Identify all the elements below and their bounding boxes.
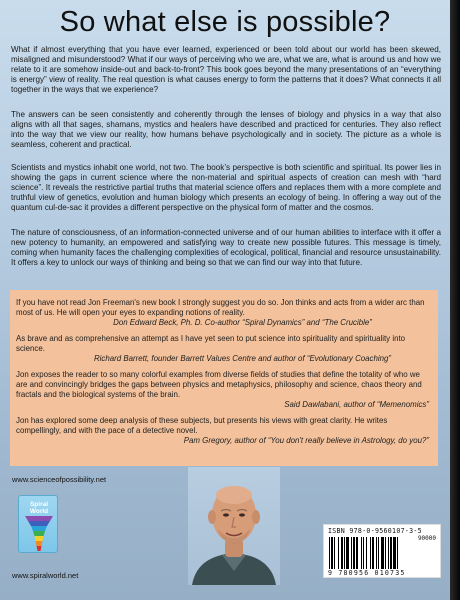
endorsement-attribution: Said Dawlabani, author of “Memenomics” — [284, 400, 429, 409]
barcode-bar — [366, 537, 367, 569]
barcode-digits: 9 780956 010735 — [328, 569, 406, 577]
spiral-funnel-icon — [19, 514, 58, 553]
author-photo — [188, 467, 280, 585]
body-paragraph: The answers can be seen consistently and coherently through the lenses of biology and physics in a way that also aligns with all that sages, shamans, mystics and healers have described and practiced for centuries. They also reflect into the way that we view our reality, how humans behave psychologically and in society. The picture as a whole is seamless, coherent and practical. — [11, 110, 441, 150]
barcode-bar — [381, 537, 384, 569]
cover-title: So what else is possible? — [59, 6, 391, 38]
endorsement-attribution: Richard Barrett, founder Barrett Values Centre and author of “Evolutionary Coaching” — [93, 354, 392, 363]
barcode-bar — [334, 537, 335, 569]
barcode-bar — [331, 537, 333, 569]
barcode-bar — [385, 537, 386, 569]
barcode-bar — [341, 537, 343, 569]
body-paragraph: What if almost everything that you have ever learned, experienced or been told about our world has been skewed, misaligned and misunderstood? What if our ways of perceiving who we are, what we are, what is around us and how we relate to it are somehow inside-out and back-to-front? This book goes beyond the many presentations of an “everything is energy” view of reality. The real question is what causes energy to form the patterns that it does? What connects it all together in the ways that we experience? — [11, 45, 441, 95]
page-edge-shadow — [450, 0, 460, 600]
price-code: 90000 — [417, 535, 436, 542]
body-paragraph: The nature of consciousness, of an information-connected universe and of our human abilities to interface with it offer a new potency to humanity, an empowered and satisfying way to create new possible futures. This message is timely, coming when humanity faces the challenging complexities of ecological, political, financial and resource unsustainability. It offers a key to unlock our ways of thinking and being so that we can find our way into that future. — [11, 228, 441, 268]
barcode-bar — [376, 537, 377, 569]
barcode-bar — [346, 537, 349, 569]
logo-text — [19, 501, 58, 515]
endorsement-text: Jon exposes the reader to so many colorful examples from diverse fields of studies that define the totality of who we are and convincingly bridges the gaps between physics and metaphysics, philosophy and science, chaos theory and fractals and the biological systems of the brain. — [16, 370, 422, 399]
body-paragraph: Scientists and mystics inhabit one world, not two. The book’s perspective is both scientific and spiritual. Its power lies in showing the gaps in current science where the non-material and spiritual aspects of creation can mesh with “hard science”. It reveals the restrictive partial truths that material science offers and replaces them with a more complete and truthful view of genetics, evolution and human biology which presents an ecology of being. In offering a way out of the quantum cul-de-sac it provides a different perspective on the physical form of matter and the cosmos. — [11, 163, 441, 213]
website-link[interactable]: www.scienceofpossibility.net — [12, 475, 107, 484]
barcode-bar — [361, 537, 362, 569]
barcode-bar — [344, 537, 345, 569]
endorsement-text: As brave and as comprehensive an attempt as I have yet seen to put science into spirituality and spirituality into science. — [16, 334, 406, 353]
endorsement-text: If you have not read Jon Freeman's new book I strongly suggest you do so. Jon thinks and acts from a wider arc than most of us. He will open your eyes to expanding notions of reality. — [16, 298, 425, 317]
barcode-bar — [329, 537, 330, 569]
barcode-bar — [372, 537, 374, 569]
logo-text-line2: World — [29, 508, 49, 515]
endorsement-attribution: Don Edward Beck, Ph. D. Co-author “Spiral Dynamics” and “The Crucible” — [113, 318, 372, 327]
barcode-bar — [351, 537, 352, 569]
spiral-world-logo — [18, 495, 58, 553]
barcode-bar — [353, 537, 355, 569]
barcode-bar — [390, 537, 392, 569]
barcode-bar — [338, 537, 339, 569]
isbn-text: ISBN 978-0-9560107-3-5 — [328, 527, 422, 535]
barcode-bar — [378, 537, 379, 569]
logo-text-line1: Spiral — [29, 501, 49, 508]
website-link[interactable]: www.spiralworld.net — [12, 571, 79, 580]
barcode-bar — [356, 537, 358, 569]
endorsement-text: Jon has explored some deep analysis of these subjects, but presents his views with great clarity. He writes compellingly, and with the pace of a detective novel. — [16, 416, 388, 435]
author-portrait-icon — [188, 467, 280, 585]
barcode-bar — [397, 537, 398, 569]
endorsements-box — [10, 290, 438, 466]
endorsement-attribution: Pam Gregory, author of “You don't really believe in Astrology, do you?” — [183, 436, 429, 445]
barcode-bar — [363, 537, 364, 569]
barcode-icon — [328, 537, 438, 569]
isbn-barcode — [323, 524, 441, 578]
barcode-bar — [370, 537, 371, 569]
barcode-bar — [388, 537, 389, 569]
barcode-bar — [393, 537, 396, 569]
